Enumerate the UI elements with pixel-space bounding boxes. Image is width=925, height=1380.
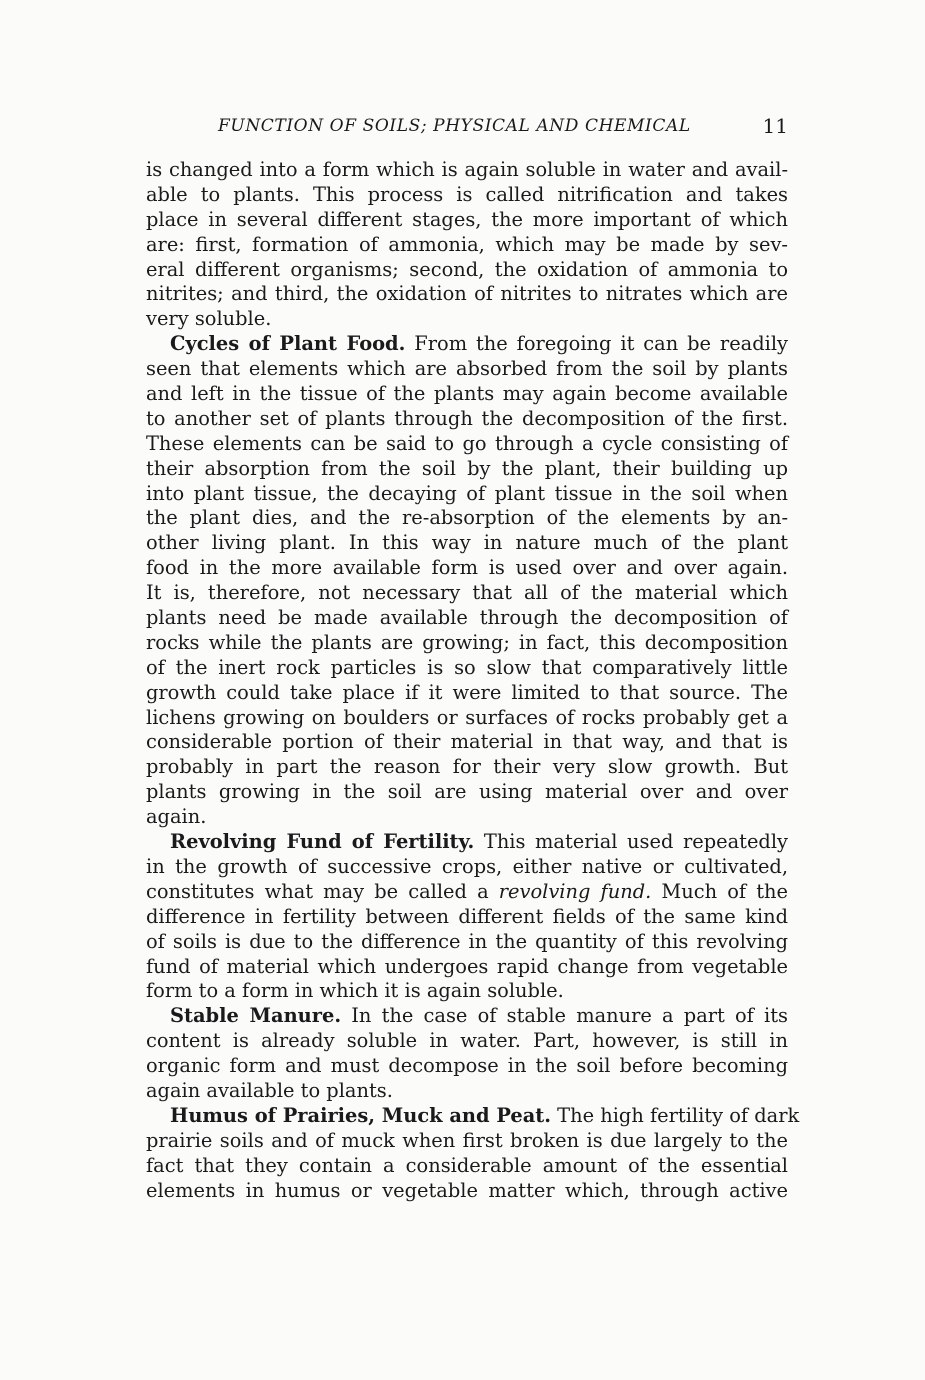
text-line: It is, therefore, not necessary that all of the material which — [146, 581, 788, 605]
text-line: their absorption from the soil by the plant, their building up — [146, 456, 788, 480]
text-line: food in the more available form is used over and over again. — [146, 556, 788, 580]
text-line: content is already soluble in water. Part, however, is still in — [146, 1029, 788, 1053]
text-line: the plant dies, and the re-absorption of the elements by an- — [146, 506, 788, 530]
heading-stable-manure: Stable Manure. — [170, 1004, 342, 1028]
running-title: FUNCTION OF SOILS; PHYSICAL AND CHEMICAL — [218, 116, 691, 136]
text-run: From the foregoing it can be readily — [405, 332, 788, 356]
text-line: other living plant. In this way in nature much of the plant — [146, 531, 788, 555]
text-line: plants need be made available through the decomposition of — [146, 606, 788, 630]
text-line: again. — [146, 805, 207, 829]
text-line: considerable portion of their material in that way, and that is — [146, 730, 788, 754]
text-line: These elements can be said to go through a cycle consisting of — [146, 431, 788, 455]
text-line: are: first, formation of ammonia, which may be made by sev- — [146, 232, 788, 256]
text-line: of the inert rock particles is so slow that comparatively little — [146, 655, 788, 679]
heading-cycles-of-plant-food: Cycles of Plant Food. — [170, 332, 406, 356]
paragraph-start — [146, 830, 788, 855]
text-line: to another set of plants through the decomposition of the first. — [146, 406, 788, 430]
text-line: eral different organisms; second, the oxidation of ammonia to — [146, 257, 788, 281]
text-line: rocks while the plants are growing; in fact, this decomposition — [146, 630, 788, 654]
text-line — [146, 880, 788, 905]
text-line: elements in humus or vegetable matter which, through active — [146, 1178, 788, 1202]
text-line: lichens growing on boulders or surfaces of rocks probably get a — [146, 705, 788, 729]
text-line: in the growth of successive crops, either native or cultivated, — [146, 854, 788, 878]
text-run: constitutes what may be called a — [146, 879, 499, 903]
text-line: is changed into a form which is again soluble in water and avail- — [146, 158, 788, 181]
text-line: growth could take place if it were limited to that source. The — [146, 680, 788, 704]
page-header — [146, 114, 788, 142]
italic-term: revolving fund. — [498, 879, 652, 903]
text-line: into plant tissue, the decaying of plant tissue in the soil when — [146, 481, 788, 505]
paragraph-start — [146, 1103, 800, 1129]
text-line: plants growing in the soil are using material over and over — [146, 780, 788, 804]
heading-revolving-fund-of-fertility: Revolving Fund of Fertility. — [170, 830, 475, 854]
text-line: fund of material which undergoes rapid change from vegetable — [146, 954, 788, 978]
text-line: form to a form in which it is again soluble. — [146, 979, 564, 1003]
text-run: This material used repeatedly — [474, 830, 788, 854]
text-line: place in several different stages, the more important of which — [146, 207, 788, 231]
body-text — [146, 158, 800, 1203]
text-line: of soils is due to the difference in the quantity of this revolving — [146, 929, 788, 953]
text-run: The high fertility of dark — [551, 1103, 800, 1127]
text-line: seen that elements which are absorbed from the soil by plants — [146, 357, 788, 381]
text-line: difference in fertility between different fields of the same kind — [146, 904, 788, 928]
text-line: nitrites; and third, the oxidation of nitrites to nitrates which are — [146, 282, 788, 306]
text-line: organic form and must decompose in the soil before becoming — [146, 1054, 788, 1078]
text-line: able to plants. This process is called nitrification and takes — [146, 182, 788, 206]
text-run: Much of the — [651, 879, 788, 903]
paragraph-start — [146, 1004, 788, 1029]
text-line: fact that they contain a considerable amount of the essential — [146, 1153, 788, 1177]
text-run: In the case of stable manure a part of its — [341, 1004, 788, 1028]
text-line: prairie soils and of muck when first broken is due largely to the — [146, 1128, 788, 1152]
paragraph-start — [146, 332, 788, 357]
text-line: very soluble. — [146, 307, 272, 331]
text-line: probably in part the reason for their very slow growth. But — [146, 755, 788, 779]
text-line: again available to plants. — [146, 1078, 393, 1102]
text-line: and left in the tissue of the plants may again become available — [146, 382, 788, 406]
heading-humus-of-prairies: Humus of Prairies, Muck and Peat. — [170, 1103, 551, 1127]
page-number: 11 — [762, 114, 788, 138]
